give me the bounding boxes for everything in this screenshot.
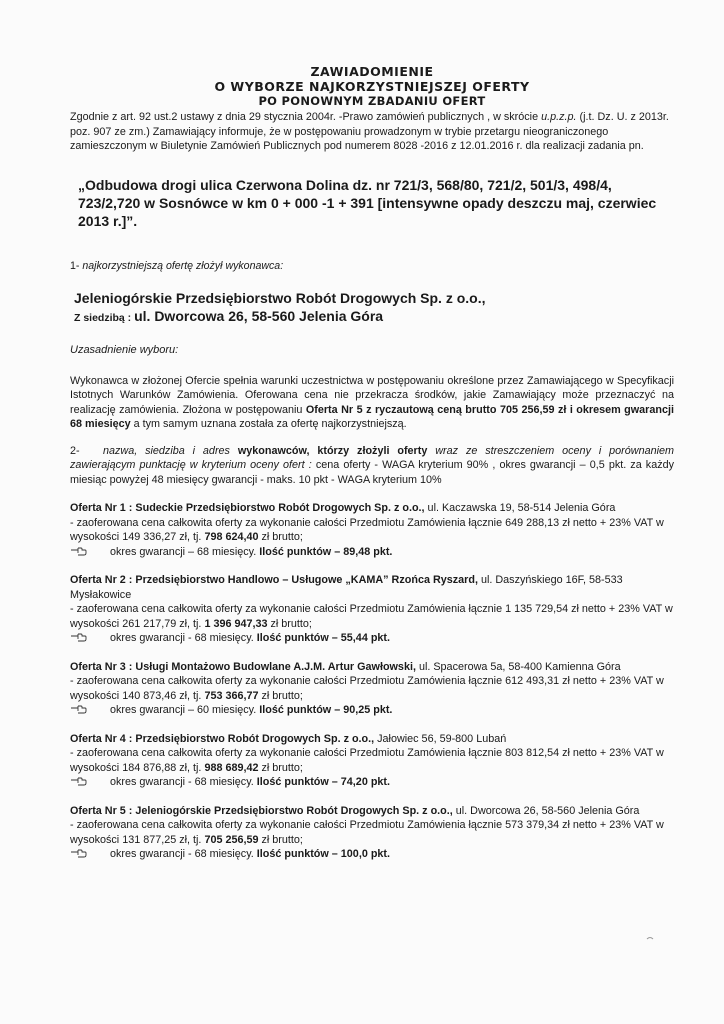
contract-subject: „Odbudowa drogi ulica Czerwona Dolina dz. nr 721/3, 568/80, 721/2, 501/3, 498/4, 723/2,720 w Sosnówce w km 0 + 000 -1 + 391 [intensywne opady deszczu maj, czerwiec 2013 r.]”.	[78, 176, 657, 229]
stray-mark	[646, 936, 654, 942]
offer-price: - zaoferowana cena całkowita oferty za wykonanie całości Przedmiotu Zamówienia łącznie 649 288,13 zł netto + 23% VAT w wysokości 149 336,27 zł, tj. 798 624,40 zł brutto;	[70, 516, 664, 543]
intro-paragraph: Zgodnie z art. 92 ust.2 ustawy z dnia 29 stycznia 2004r. -Prawo zamówień publicznych , w skrócie u.p.z.p. (j.t. Dz. U. z 2013r. poz. 907 ze zm.) Zamawiający informuje, że w postępowaniu prowadzonym w trybie przetargu nieograniczonego zamieszczonym w Biuletynie Zamówień Publicznych pod numerem 8028 -2016 z 12.01.2016 r. dla realizacji zadania pn.	[70, 111, 669, 152]
offer-warranty: okres gwarancji – 60 miesięcy. Ilość punktów – 90,25 pkt.	[70, 703, 674, 718]
offer-warranty: okres gwarancji - 68 miesięcy. Ilość punktów – 55,44 pkt.	[70, 631, 674, 646]
offer-price: - zaoferowana cena całkowita oferty za wykonanie całości Przedmiotu Zamówienia łącznie 1 135 729,54 zł netto + 23% VAT w wysokości 261 217,79 zł, tj. 1 396 947,33 zł brutto;	[70, 603, 673, 630]
offers-list	[70, 501, 674, 862]
justification-paragraph: Wykonawca w złożonej Ofercie spełnia warunki uczestnictwa w postępowaniu określone przez Zamawiającego w Specyfikacji Istotnych Warunków Zamówienia. Oferowana cena nie przekracza środków, jakie Zamawiający może przeznaczyć na realizację zamówienia. Złożona w postępowaniu Oferta Nr 5 z ryczautową ceną brutto 705 256,59 zł i okresem gwarancji 68 miesięcy a tym samym uznana została za ofertę najkorzystniejszą.	[70, 374, 674, 430]
offer-header: Oferta Nr 3 : Usługi Montażowo Budowlane A.J.M. Artur Gawłowski, ul. Spacerowa 5a, 58-400 Kamienna Góra	[70, 660, 621, 673]
pointing-hand-icon	[70, 776, 88, 786]
section-1-heading: 1- najkorzystniejszą ofertę złożył wykonawca:	[70, 259, 284, 272]
offer-warranty: okres gwarancji – 68 miesięcy. Ilość punktów – 89,48 pkt.	[70, 545, 674, 560]
offer-header: Oferta Nr 5 : Jeleniogórskie Przedsiębiorstwo Robót Drogowych Sp. z o.o., ul. Dworcowa 26, 58-560 Jelenia Góra	[70, 804, 640, 817]
section-2-heading: 2- nazwa, siedziba i adres wykonawców, którzy złożyli oferty wraz ze streszczeniem oceny i porównaniem zawierającym punktację w kryterium oceny ofert : cena oferty - WAGA kryterium 90% , okres gwarancji – 0,5 pkt. za każdy miesiąc powyżej 48 miesięcy gwarancji - maks. 10 pkt - WAGA kryterium 10%	[70, 444, 674, 486]
winning-contractor	[74, 289, 674, 327]
winner-seat: Z siedzibą : ul. Dworcowa 26, 58-560 Jelenia Góra	[74, 307, 384, 324]
offer-entry-2	[70, 573, 674, 646]
title-line-3: PO PONOWNYM ZBADANIU OFERT	[258, 94, 486, 108]
pointing-hand-icon	[70, 848, 88, 858]
pointing-hand-icon	[70, 704, 88, 714]
offer-price: - zaoferowana cena całkowita oferty za wykonanie całości Przedmiotu Zamówienia łącznie 612 493,31 zł netto + 23% VAT w wysokości 140 873,46 zł, tj. 753 366,77 zł brutto;	[70, 675, 664, 702]
offer-entry-4	[70, 732, 674, 790]
document-title	[70, 64, 674, 109]
justification-label: Uzasadnienie wyboru:	[70, 343, 179, 356]
offer-header: Oferta Nr 4 : Przedsiębiorstwo Robót Drogowych Sp. z o.o., Jałowiec 56, 59-800 Lubań	[70, 732, 507, 745]
offer-entry-1	[70, 501, 674, 559]
offer-warranty: okres gwarancji - 68 miesięcy. Ilość punktów – 74,20 pkt.	[70, 775, 674, 790]
offer-header: Oferta Nr 2 : Przedsiębiorstwo Handlowo – Usługowe „KAMA” Rzońca Ryszard, ul. Daszyńskiego 16F, 58-533 Mysłakowice	[70, 574, 623, 601]
offer-price: - zaoferowana cena całkowita oferty za wykonanie całości Przedmiotu Zamówienia łącznie 573 379,34 zł netto + 23% VAT w wysokości 131 877,25 zł, tj. 705 256,59 zł brutto;	[70, 819, 664, 846]
title-line-2: O WYBORZE NAJKORZYSTNIEJSZEJ OFERTY	[214, 79, 530, 94]
pointing-hand-icon	[70, 546, 88, 556]
pointing-hand-icon	[70, 632, 88, 642]
offer-entry-3	[70, 660, 674, 718]
offer-price: - zaoferowana cena całkowita oferty za wykonanie całości Przedmiotu Zamówienia łącznie 803 812,54 zł netto + 23% VAT w wysokości 184 876,88 zł, tj. 988 689,42 zł brutto;	[70, 747, 664, 774]
winner-name: Jeleniogórskie Przedsiębiorstwo Robót Drogowych Sp. z o.o.,	[74, 289, 486, 306]
offer-entry-5	[70, 804, 674, 862]
title-line-1: ZAWIADOMIENIE	[310, 64, 434, 79]
offer-warranty: okres gwarancji - 68 miesięcy. Ilość punktów – 100,0 pkt.	[70, 847, 674, 862]
offer-header: Oferta Nr 1 : Sudeckie Przedsiębiorstwo Robót Drogowych Sp. z o.o., ul. Kaczawska 19, 58-514 Jelenia Góra	[70, 502, 616, 514]
